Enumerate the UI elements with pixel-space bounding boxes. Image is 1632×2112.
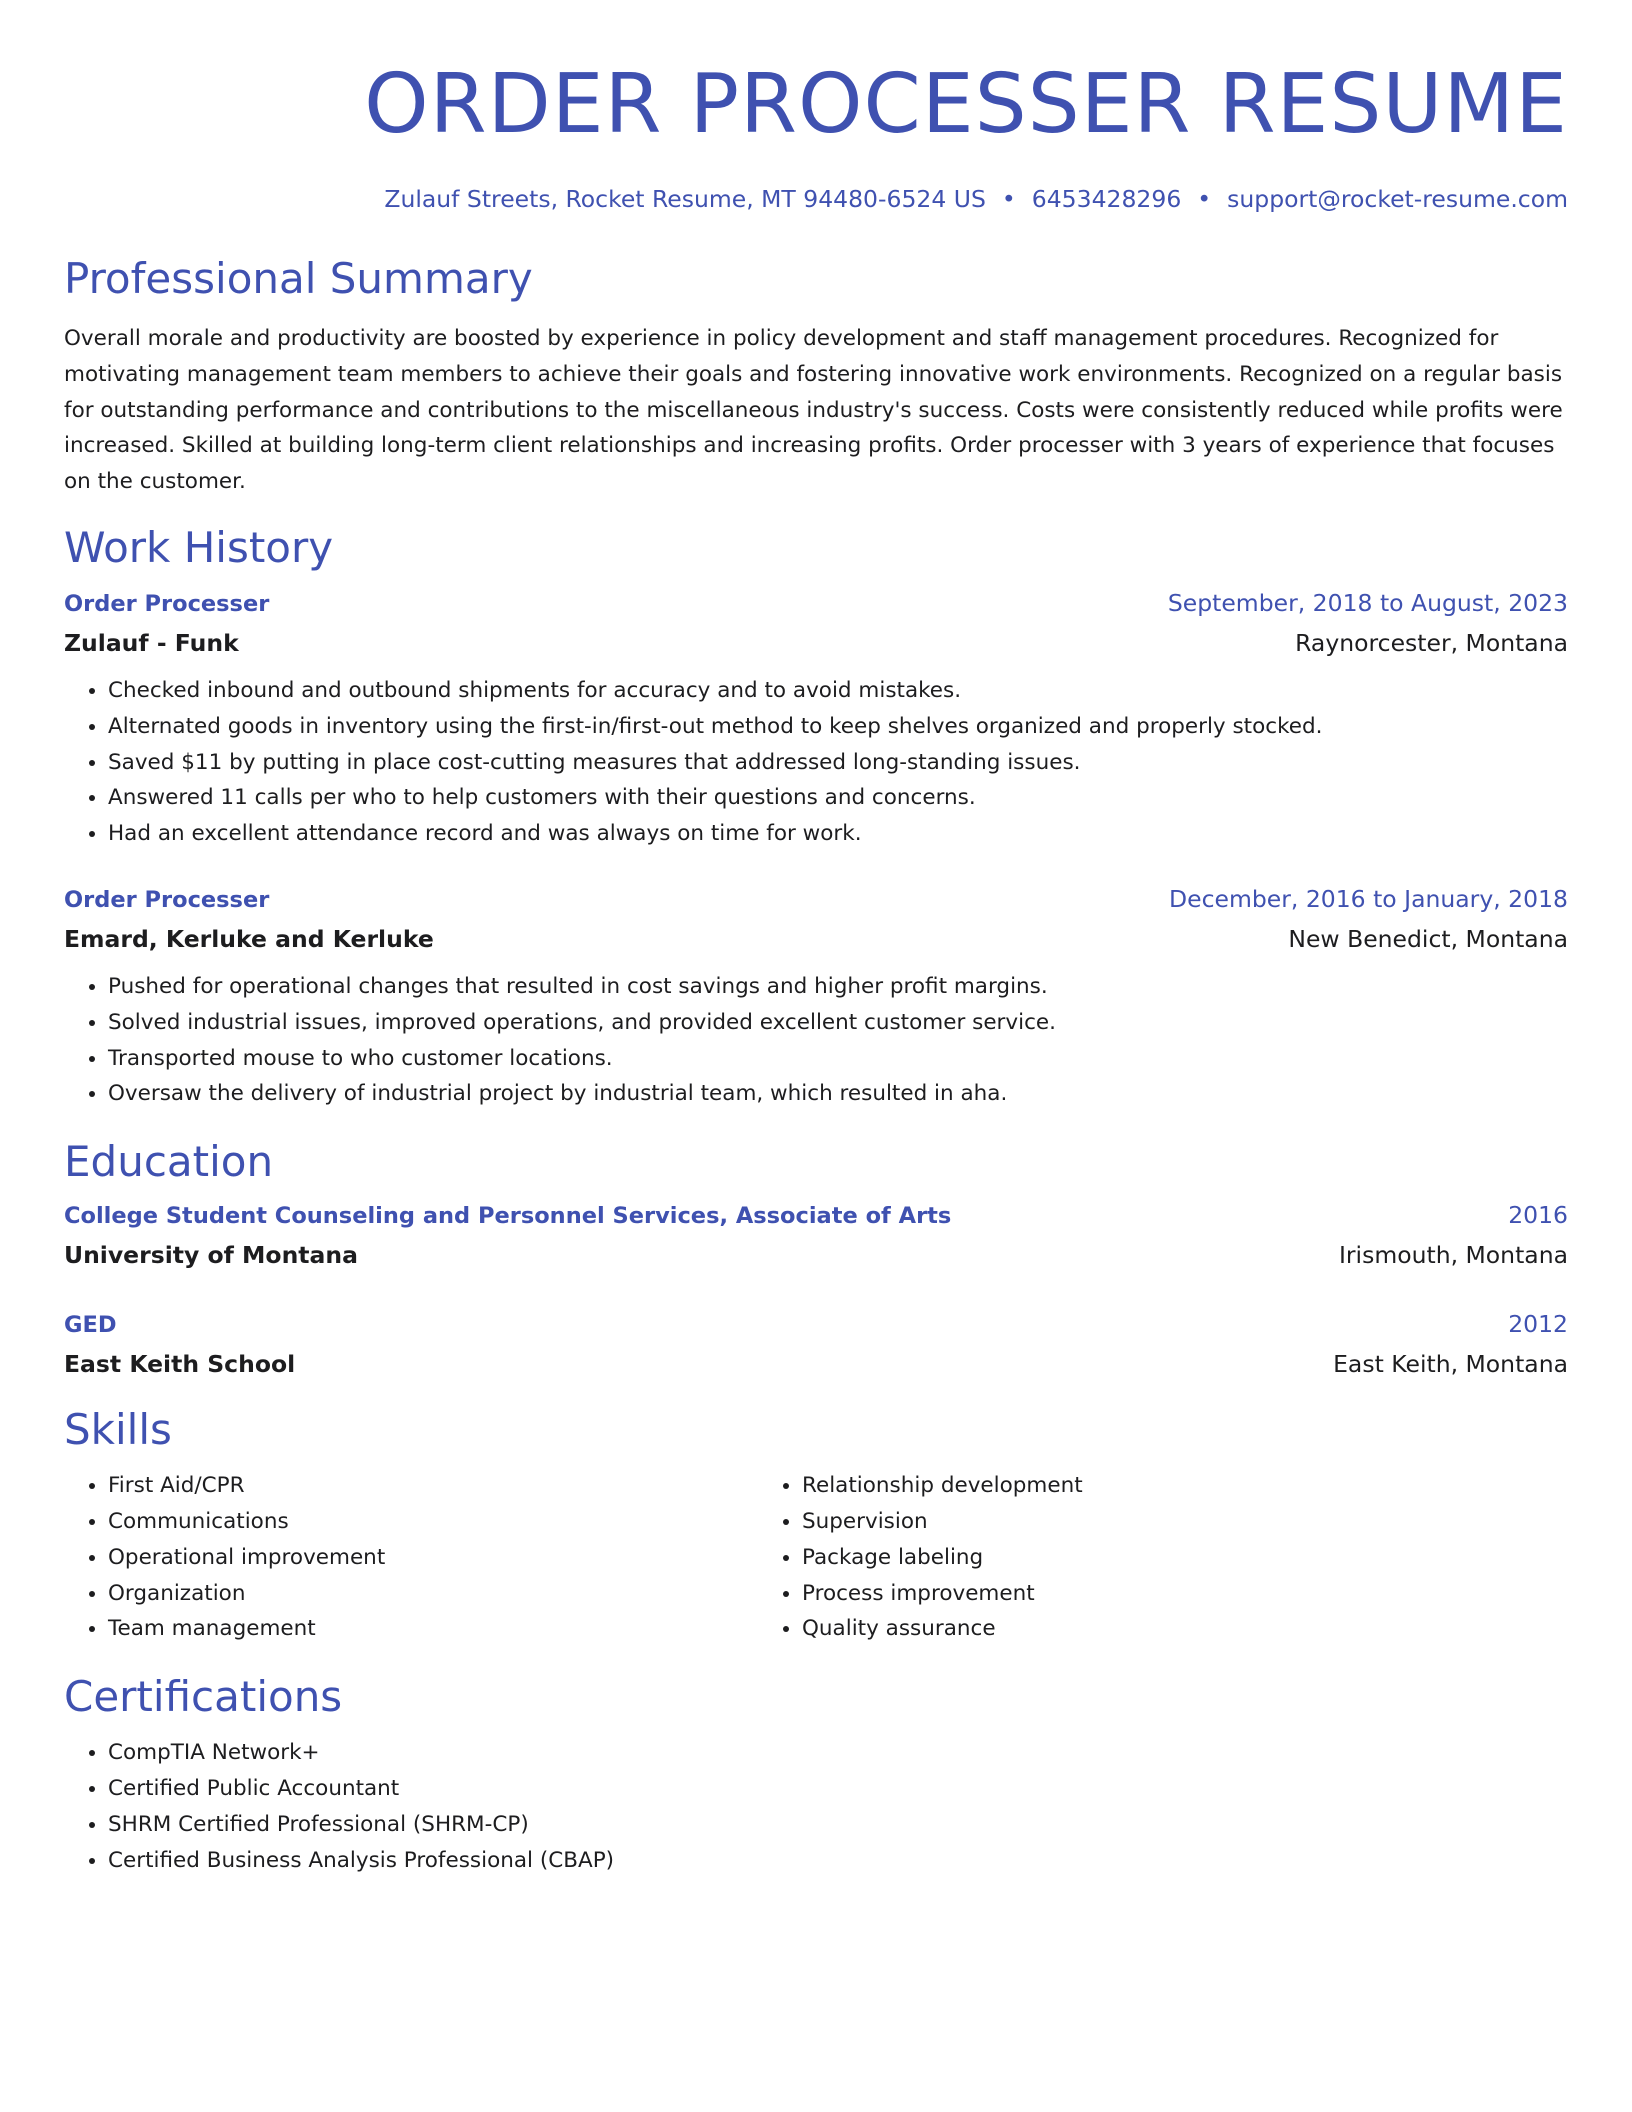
- section-heading-summary: Professional Summary: [64, 254, 533, 303]
- contact-line: [64, 182, 1568, 216]
- education-degree: College Student Counseling and Personnel Services, Associate of Arts: [64, 1203, 952, 1230]
- skills-columns: [64, 1468, 1568, 1647]
- list-item: • CompTIA Network+: [108, 1735, 1568, 1771]
- education-header-row: [64, 1305, 1568, 1344]
- skills-list-right: [758, 1468, 1452, 1647]
- section-heading-skills: Skills: [64, 1405, 172, 1455]
- job-location: Raynorcester, Montana: [1295, 628, 1568, 657]
- education-year: 2012: [1508, 1310, 1568, 1339]
- job-bullets: [64, 969, 1568, 1112]
- education-location: East Keith, Montana: [1333, 1350, 1568, 1379]
- education-school: University of Montana: [64, 1241, 358, 1270]
- list-item: • Oversaw the delivery of industrial project by industrial team, which resulted in aha.: [108, 1076, 1568, 1112]
- list-item: • Transported mouse to who customer locations.: [108, 1041, 1568, 1077]
- list-item: • Process improvement: [802, 1576, 1452, 1612]
- job-company: Zulauf - Funk: [64, 628, 239, 657]
- list-item: • Package labeling: [802, 1540, 1452, 1576]
- section-heading-work: Work History: [64, 522, 334, 572]
- section-heading-education: Education: [64, 1137, 274, 1187]
- job-dates: September, 2018 to August, 2023: [1167, 588, 1568, 617]
- contact-email: support@rocket-resume.com: [1227, 185, 1568, 213]
- education-degree: GED: [64, 1312, 117, 1339]
- list-item: • Relationship development: [802, 1468, 1452, 1504]
- list-item: • Pushed for operational changes that resulted in cost savings and higher profit margins.: [108, 969, 1568, 1005]
- job-location: New Benedict, Montana: [1288, 924, 1568, 953]
- education-entry: [64, 1196, 1568, 1275]
- job-entry: [64, 880, 1568, 1112]
- list-item: • Supervision: [802, 1504, 1452, 1540]
- job-dates: December, 2016 to January, 2018: [1169, 884, 1568, 913]
- list-item: • Team management: [108, 1611, 758, 1647]
- job-company-row: [64, 623, 1568, 663]
- job-title: Order Processer: [64, 886, 270, 913]
- education-header-row: [64, 1196, 1568, 1235]
- job-header-row: [64, 880, 1568, 919]
- list-item: • Solved industrial issues, improved operations, and provided excellent customer service.: [108, 1005, 1568, 1041]
- list-item: • Certified Public Accountant: [108, 1771, 1568, 1807]
- list-item: • Certified Business Analysis Professional (CBAP): [108, 1843, 1568, 1879]
- list-item: • Answered 11 calls per who to help customers with their questions and concerns.: [108, 780, 1568, 816]
- certifications-list: [64, 1735, 1568, 1878]
- education-entry: [64, 1305, 1568, 1384]
- job-company: Emard, Kerluke and Kerluke: [64, 924, 434, 953]
- list-item: • Operational improvement: [108, 1540, 758, 1576]
- education-school: East Keith School: [64, 1350, 296, 1379]
- section-heading-certifications: Certifications: [64, 1672, 343, 1722]
- list-item: • First Aid/CPR: [108, 1468, 758, 1504]
- list-item: • Alternated goods in inventory using the first-in/first-out method to keep shelves organized and properly stocked.: [108, 709, 1568, 745]
- list-item: • Organization: [108, 1576, 758, 1612]
- list-item: • SHRM Certified Professional (SHRM-CP): [108, 1807, 1568, 1843]
- skills-list-left: [64, 1468, 758, 1647]
- job-header-row: [64, 584, 1568, 623]
- education-year: 2016: [1508, 1201, 1568, 1230]
- contact-separator: •: [1001, 185, 1016, 213]
- list-item: • Saved $11 by putting in place cost-cutting measures that addressed long-standing issues.: [108, 745, 1568, 781]
- summary-text: Overall morale and productivity are boosted by experience in policy development and staff management procedures. Recognized for motivating management team members to achieve their goals and fostering innovative work environments. Recognized on a regular basis for outstanding performance and contributions to the miscellaneous industry's success. Costs were consistently reduced while profits were increased. Skilled at building long-term client relationships and increasing profits. Order processer with 3 years of experience that focuses on the customer.: [64, 326, 1563, 495]
- job-company-row: [64, 919, 1568, 959]
- list-item: • Communications: [108, 1504, 758, 1540]
- contact-phone: 6453428296: [1031, 185, 1182, 213]
- education-location: Irismouth, Montana: [1338, 1241, 1568, 1270]
- resume-title: ORDER PROCESSER RESUME: [364, 57, 1568, 152]
- list-item: • Quality assurance: [802, 1611, 1452, 1647]
- contact-separator: •: [1197, 185, 1212, 213]
- education-school-row: [64, 1235, 1568, 1275]
- job-entry: [64, 584, 1568, 852]
- job-title: Order Processer: [64, 590, 270, 617]
- contact-address: Zulauf Streets, Rocket Resume, MT 94480-6524 US: [384, 185, 986, 213]
- list-item: • Checked inbound and outbound shipments for accuracy and to avoid mistakes.: [108, 673, 1568, 709]
- job-bullets: [64, 673, 1568, 852]
- education-school-row: [64, 1344, 1568, 1384]
- list-item: • Had an excellent attendance record and was always on time for work.: [108, 816, 1568, 852]
